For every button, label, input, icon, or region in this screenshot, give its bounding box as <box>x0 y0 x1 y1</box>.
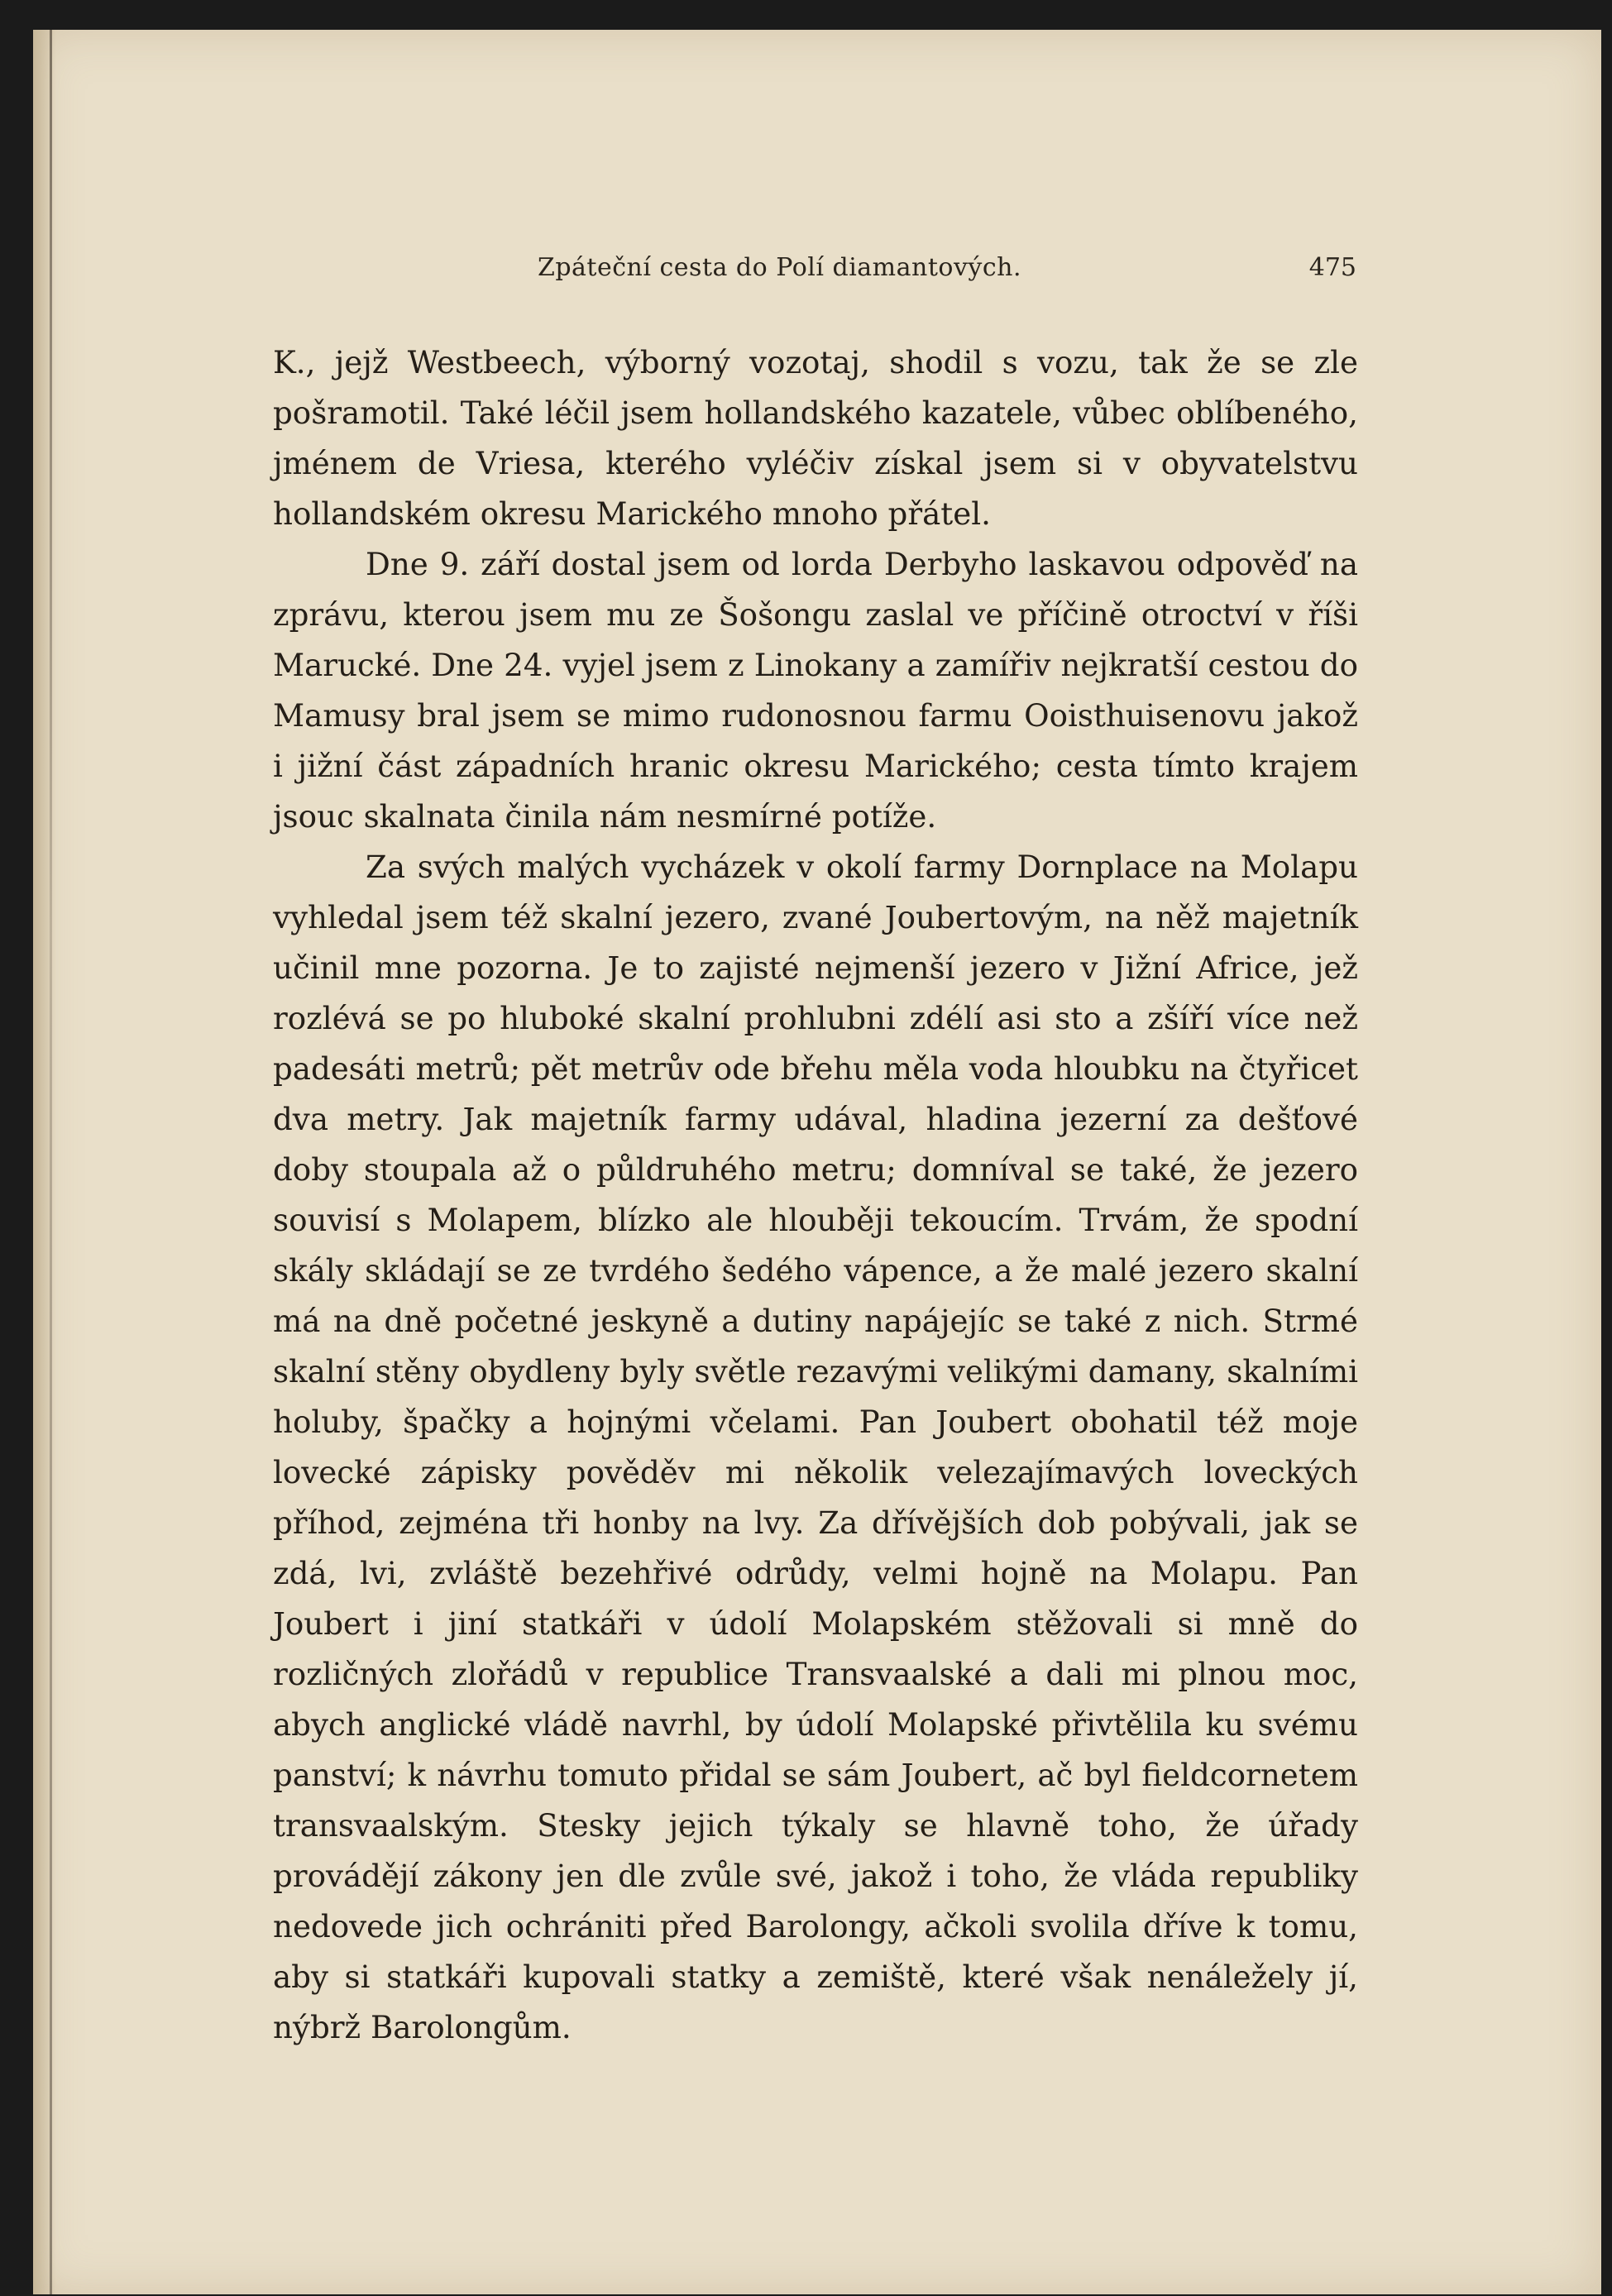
page-number: 475 <box>1308 253 1356 282</box>
paragraph-1: K., jejž Westbeech, výborný vozotaj, shodil s vozu, tak že se zle pošramotil. Také léčil jsem hollandského kazatele, vůbec oblíbeného, jménem de Vriesa, kterého vyléčiv získal jsem si v obyvatelstvu hollandském okresu Marického mnoho přátel. <box>273 344 1358 532</box>
book-page <box>33 30 1601 2294</box>
paragraph-2: Dne 9. září dostal jsem od lorda Derbyho laskavou odpověď na zprávu, kterou jsem mu ze Šošongu zaslal ve příčině otroctví v říši Marucké. Dne 24. vyjel jsem z Linokany a zamířiv nejkratší cestou do Mamusy bral jsem se mimo rudonosnou farmu Ooisthuisenovu jakož i jižní část západních hranic okresu Marického; cesta tímto krajem jsouc skalnata činila nám nesmírné potíže. <box>273 546 1358 835</box>
paragraph-3: Za svých malých vycházek v okolí farmy Dornplace na Molapu vyhledal jsem též skalní jezero, zvané Joubertovým, na něž majetník učinil mne pozorna. Je to zajisté nejmenší jezero v Jižní Africe, jež rozlévá se po hluboké skalní prohlubni zdélí asi sto a zšíří více než padesáti metrů; pět metrův ode břehu měla voda hloubku na čtyřicet dva metry. Jak majetník farmy udával, hladina jezerní za dešťové doby stoupala až o půldruhého metru; domníval se také, že jezero souvisí s Molapem, blízko ale hlouběji tekoucím. Trvám, že spodní skály skládají se ze tvrdého šedého vápence, a že malé jezero skalní má na dně početné jeskyně a dutiny napájejíc se také z nich. Strmé skalní stěny obydleny byly světle rezavými velikými damany, skalními holuby, špačky a hojnými včelami. Pan Joubert obohatil též moje lovecké zápisky pověděv mi několik velezajímavých loveckých příhod, zejména tři honby na lvy. Za dřívějších dob pobývali, jak se zdá, lvi, zvláště bezehřivé odrůdy, velmi hojně na Molapu. Pan Joubert i jiní statkáři v údolí Molapském stěžovali si mně do rozličných zlořádů v republice Transvaalské a dali mi plnou moc, abych anglické vládě navrhl, by údolí Molapské přivtělila ku svému panství; k návrhu tomuto přidal se sám Joubert, ač byl fieldcornetem transvaalským. Stesky jejich týkaly se hlavně toho, že úřady provádějí zákony jen dle zvůle své, jakož i toho, že vláda republiky nedovede jich ochrániti před Barolongy, ačkoli svolila dříve k tomu, aby si statkáři kupovali statky a zemiště, které však nenáležely jí, nýbrž Barolongům. <box>273 849 1358 2045</box>
running-title: Zpáteční cesta do Polí diamantových. <box>538 253 1021 282</box>
body-text <box>273 337 1358 2053</box>
page-gutter <box>50 30 52 2294</box>
running-header <box>538 253 1356 294</box>
